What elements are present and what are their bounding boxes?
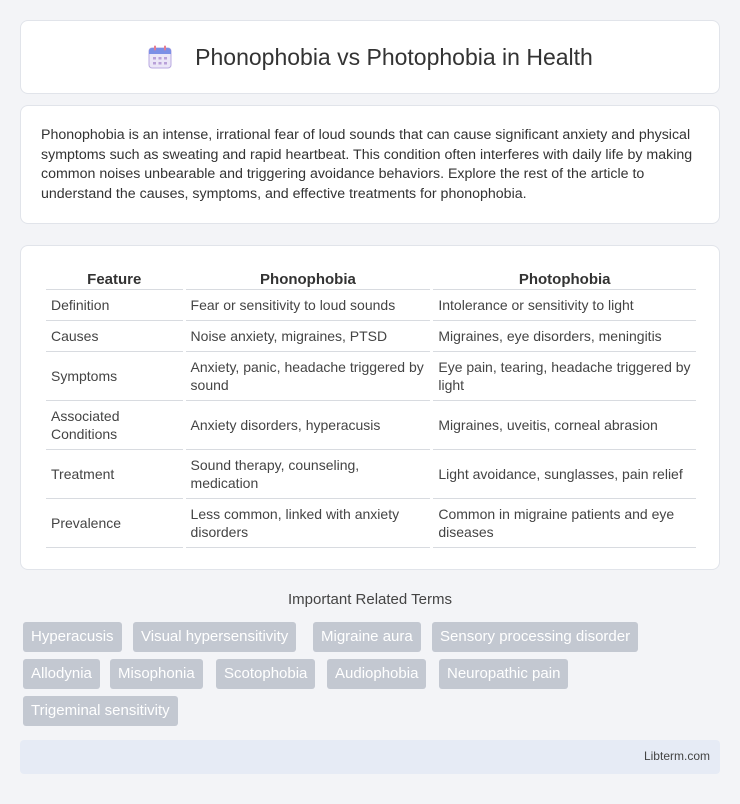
related-term-tag[interactable]: Visual hypersensitivity [133,622,296,652]
page-title: Phonophobia vs Photophobia in Health [195,43,593,70]
row-photophobia: Light avoidance, sunglasses, pain relief [433,450,696,499]
row-photophobia: Intolerance or sensitivity to light [433,290,696,321]
table-row [46,321,696,352]
related-terms-title: Important Related Terms [288,591,452,608]
table-row [46,499,696,548]
row-feature: Symptoms [46,352,183,401]
related-term-tag[interactable]: Misophonia [110,659,203,689]
row-photophobia: Eye pain, tearing, headache triggered by light [433,352,696,401]
table-row [46,401,696,450]
row-phonophobia: Sound therapy, counseling, medication [186,450,431,499]
row-phonophobia: Fear or sensitivity to loud sounds [186,290,431,321]
row-feature: Causes [46,321,183,352]
comparison-table [43,266,699,548]
row-phonophobia: Noise anxiety, migraines, PTSD [186,321,431,352]
related-term-tag[interactable]: Neuropathic pain [439,659,568,689]
row-photophobia: Migraines, eye disorders, meningitis [433,321,696,352]
table-header-row [46,266,696,290]
header-feature: Feature [46,266,183,290]
header-phonophobia: Phonophobia [186,266,431,290]
row-photophobia: Common in migraine patients and eye diseases [433,499,696,548]
related-term-tag[interactable]: Scotophobia [216,659,315,689]
row-feature: Associated Conditions [46,401,183,450]
intro-text: Phonophobia is an intense, irrational fear of loud sounds that can cause significant anxiety and physical symptoms such as sweating and rapid heartbeat. This condition often interferes with daily life by making common noises unbearable and triggering avoidance behaviors. Explore the rest of the article to understand the causes, symptoms, and effective treatments for phonophobia. [41,127,693,202]
related-term-tag[interactable]: Allodynia [23,659,100,689]
related-term-tag[interactable]: Trigeminal sensitivity [23,696,178,726]
row-feature: Treatment [46,450,183,499]
related-term-tag[interactable]: Audiophobia [327,659,426,689]
footer [20,740,720,774]
row-phonophobia: Less common, linked with anxiety disorders [186,499,431,548]
table-row [46,450,696,499]
row-feature: Prevalence [46,499,183,548]
calendar-icon [147,44,173,70]
table-row [46,352,696,401]
footer-site-link[interactable]: Libterm.com [643,749,710,763]
related-term-tag[interactable]: Hyperacusis [23,622,122,652]
row-phonophobia: Anxiety, panic, headache triggered by sound [186,352,431,401]
row-feature: Definition [46,290,183,321]
intro-card [20,105,720,224]
related-term-tag[interactable]: Migraine aura [313,622,421,652]
table-row [46,290,696,321]
header-photophobia: Photophobia [433,266,696,290]
related-term-tag[interactable]: Sensory processing disorder [432,622,638,652]
comparison-table-card [20,245,720,570]
row-photophobia: Migraines, uveitis, corneal abrasion [433,401,696,450]
row-phonophobia: Anxiety disorders, hyperacusis [186,401,431,450]
header-card [20,20,720,94]
